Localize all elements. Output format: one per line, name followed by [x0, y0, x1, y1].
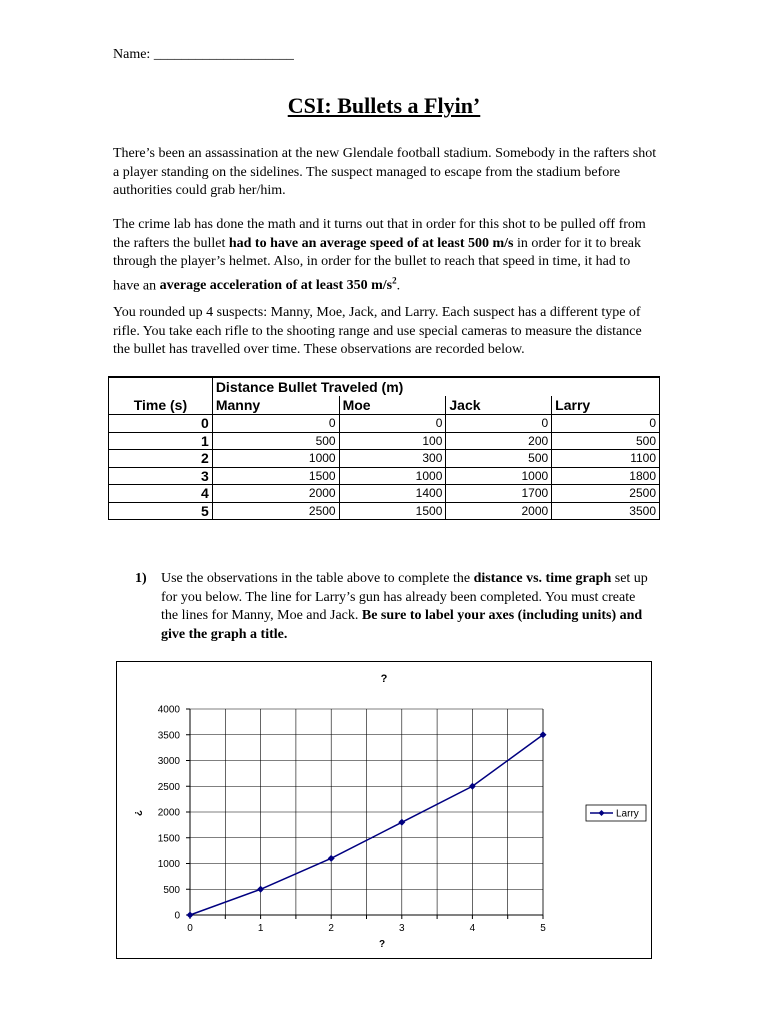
table-row — [109, 450, 660, 468]
x-tick-label: 0 — [187, 923, 193, 934]
table-row — [109, 467, 660, 485]
y-tick-label: 2500 — [157, 781, 180, 793]
crime-lab-paragraph — [113, 216, 658, 296]
table-row — [109, 432, 660, 450]
value-cell: 500 — [212, 432, 339, 450]
x-tick-label: 3 — [399, 923, 405, 934]
label-instruction: Be sure to label your axes (including units) and give the graph a title. — [161, 608, 643, 642]
legend-entry: Larry — [616, 808, 639, 820]
page-title: CSI: Bullets a Flyin’ — [287, 93, 481, 118]
column-header-jack: Jack — [446, 396, 552, 415]
x-tick-label: 4 — [469, 923, 476, 934]
value-cell: 1000 — [446, 467, 552, 485]
crime-lab-text-3: . — [396, 278, 401, 294]
y-tick-label: 1500 — [157, 833, 180, 845]
value-cell: 2000 — [446, 502, 552, 520]
value-cell: 2500 — [552, 485, 660, 503]
value-cell: 1400 — [339, 485, 446, 503]
value-cell: 1800 — [552, 467, 660, 485]
value-cell: 1000 — [339, 467, 446, 485]
value-cell: 1500 — [212, 467, 339, 485]
data-point — [398, 819, 405, 826]
value-cell: 500 — [446, 450, 552, 468]
time-header: Time (s) — [109, 396, 213, 415]
data-point — [328, 855, 335, 862]
crime-lab-text-2: in order for it to break through the player’s helmet. Also, in order for the bullet to reach that speed in time, it had to have an — [113, 235, 642, 294]
y-tick-label: 2000 — [157, 807, 180, 819]
column-header-larry: Larry — [552, 396, 660, 415]
data-point — [257, 886, 264, 893]
value-cell: 1500 — [339, 502, 446, 520]
value-cell: 0 — [446, 415, 552, 433]
value-cell: 200 — [446, 432, 552, 450]
column-header-moe: Moe — [339, 396, 446, 415]
distance-time-chart — [116, 661, 652, 959]
time-cell: 4 — [109, 485, 213, 503]
table-corner — [109, 377, 213, 396]
x-tick-label: 5 — [540, 923, 546, 934]
speed-requirement: had to have an average speed of at least 500 m/s — [228, 235, 514, 251]
name-field-label: Name: ____________________ — [113, 47, 294, 62]
table-row — [109, 485, 660, 503]
time-cell: 3 — [109, 467, 213, 485]
y-tick-label: 3000 — [157, 756, 180, 767]
intro-paragraph: There’s been an assassination at the new Glendale football stadium. Somebody in the rafters shot a player standing on the sidelines. The suspect managed to escape from the stadium before authorities could grab her/him. — [113, 146, 657, 198]
time-cell: 2 — [109, 450, 213, 468]
column-header-manny: Manny — [212, 396, 339, 415]
value-cell: 1700 — [446, 485, 552, 503]
suspects-paragraph: You rounded up 4 suspects: Manny, Moe, Jack, and Larry. Each suspect has a different type of rifle. You take each rifle to the shooting range and use special cameras to measure the distance the bullet has travelled over time. These observations are recorded below. — [113, 305, 642, 357]
crime-lab-text-1: The crime lab has done the math and it turns out that in order for this shot to be pulled off from the rafters the bullet — [113, 217, 646, 251]
value-cell: 500 — [552, 432, 660, 450]
value-cell: 300 — [339, 450, 446, 468]
chart-legend — [586, 805, 646, 821]
value-cell: 2500 — [212, 502, 339, 520]
value-cell: 2000 — [212, 485, 339, 503]
question-number: 1) — [135, 571, 147, 586]
chart-svg — [117, 662, 651, 958]
x-tick-label: 1 — [257, 923, 264, 934]
value-cell: 1000 — [212, 450, 339, 468]
x-tick-label: 2 — [328, 923, 334, 934]
y-axis-label: ? — [132, 809, 143, 817]
acceleration-requirement: average acceleration of at least 350 $m/s^2$ — [159, 275, 397, 294]
question-text: Use the observations in the table above to complete the distance vs. time graph set up for you below. The line for Larry’s gun has already been completed. You must create the lines for Manny, Moe and Jack. Be sure to label your axes (including units) and give the graph a title. — [161, 571, 648, 642]
chart-title: ? — [380, 673, 388, 685]
graph-type-emphasis: distance vs. time graph — [473, 571, 612, 586]
value-cell: 0 — [339, 415, 446, 433]
time-cell: 0 — [109, 415, 213, 433]
y-tick-label: 1000 — [157, 859, 180, 870]
value-cell: 0 — [212, 415, 339, 433]
table-row — [109, 415, 660, 433]
question-1 — [135, 570, 655, 644]
x-axis-label: ? — [378, 939, 386, 950]
data-point — [187, 912, 194, 919]
value-cell: 0 — [552, 415, 660, 433]
value-cell: 3500 — [552, 502, 660, 520]
y-tick-label: 3500 — [157, 730, 180, 742]
value-cell: 100 — [339, 432, 446, 450]
table-row — [109, 502, 660, 520]
y-tick-label: 4000 — [157, 704, 180, 716]
time-cell: 1 — [109, 432, 213, 450]
y-tick-label: 500 — [163, 884, 180, 896]
y-tick-label: 0 — [174, 910, 180, 922]
group-header: Distance Bullet Traveled (m) — [212, 377, 659, 396]
value-cell: 1100 — [552, 450, 660, 468]
time-cell: 5 — [109, 502, 213, 520]
observations-table — [108, 376, 660, 520]
